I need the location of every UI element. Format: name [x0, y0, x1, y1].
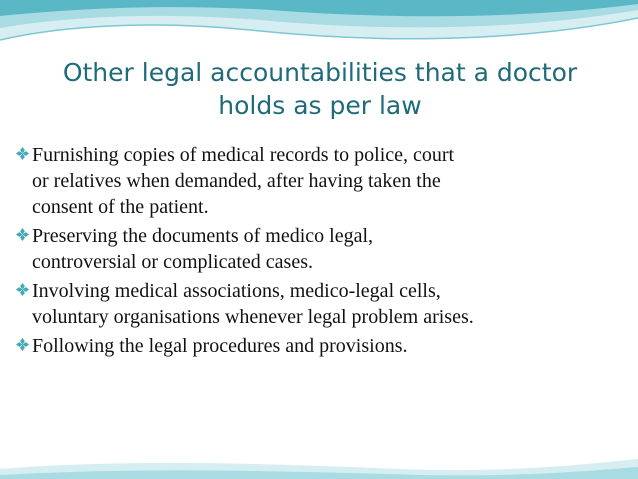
bullet-text-line: Preserving the documents of medico legal, — [32, 225, 374, 247]
bullet-text — [32, 278, 626, 330]
slide-title — [30, 56, 610, 122]
bullet-text-line: consent of the patient. — [32, 196, 209, 218]
slide-title-line: Other legal accountabilities that a doctor — [62, 58, 578, 87]
bullet-item — [16, 223, 626, 275]
bullet-list — [16, 142, 626, 362]
four-diamond-bullet-icon — [16, 333, 32, 351]
bullet-text-line: Involving medical associations, medico-legal cells, — [32, 280, 441, 302]
bullet-text — [32, 223, 626, 275]
bullet-text-line: Following the legal procedures and provisions. — [32, 335, 408, 357]
bullet-text-line: controversial or complicated cases. — [32, 251, 313, 273]
bullet-text-line: voluntary organisations whenever legal problem arises. — [32, 306, 474, 328]
four-diamond-bullet-icon — [16, 278, 32, 296]
four-diamond-bullet-icon — [16, 223, 32, 241]
bullet-text — [32, 142, 626, 220]
slide-title-line: holds as per law — [218, 91, 422, 120]
bullet-item — [16, 333, 626, 359]
bullet-text — [32, 333, 626, 359]
bullet-item — [16, 278, 626, 330]
four-diamond-bullet-icon — [16, 142, 32, 160]
bullet-text-line: Furnishing copies of medical records to police, court — [32, 144, 455, 166]
bottom-wave-decoration — [0, 439, 638, 479]
bullet-item — [16, 142, 626, 220]
bullet-text-line: or relatives when demanded, after having taken the — [32, 170, 441, 192]
